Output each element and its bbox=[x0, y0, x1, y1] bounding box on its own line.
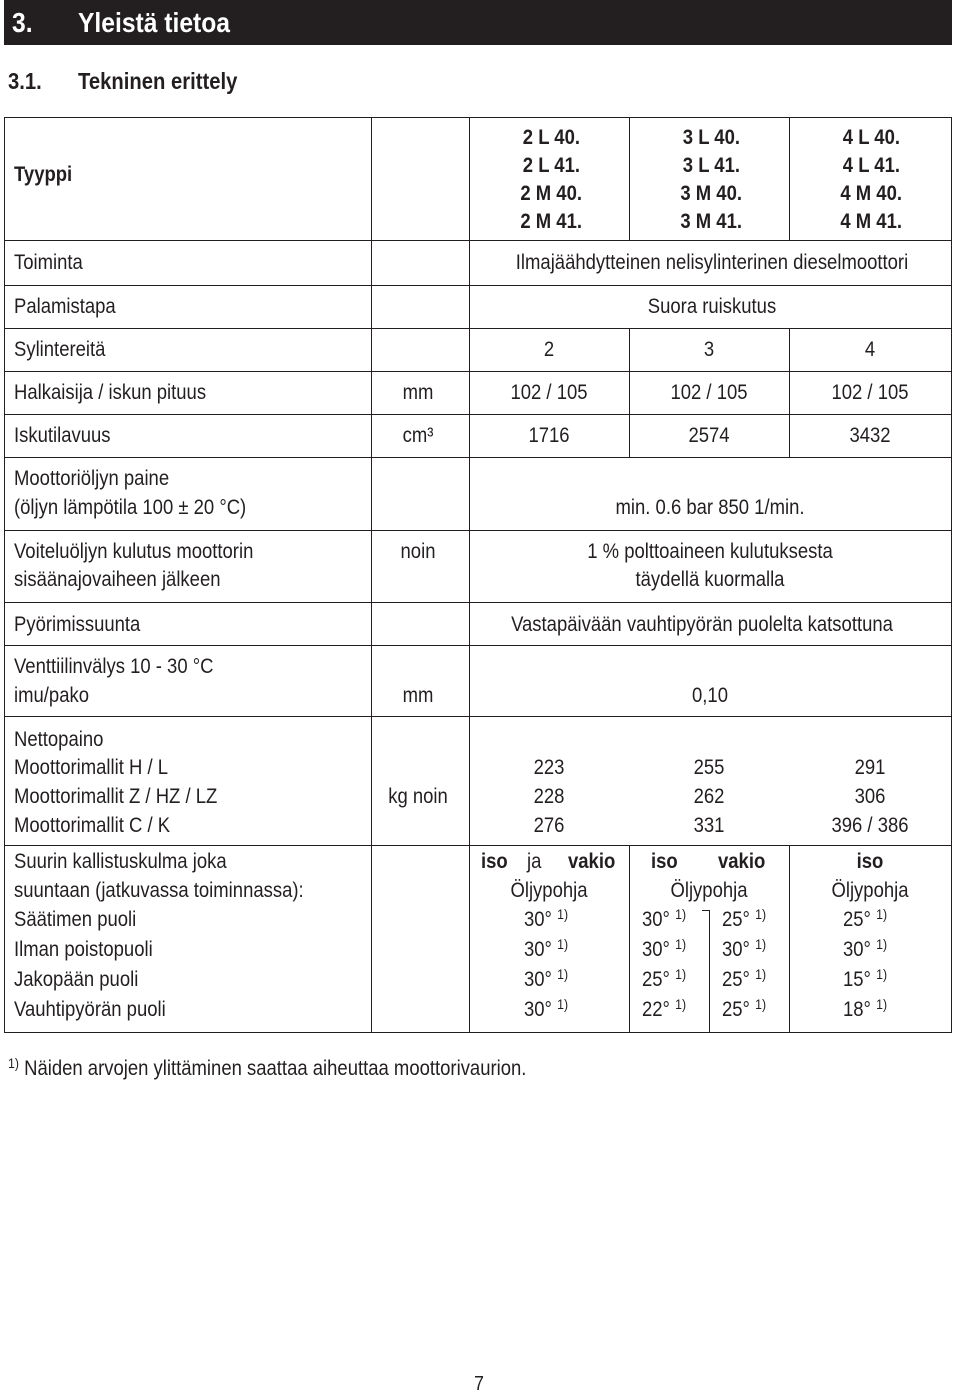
weight-hl-2: 223 bbox=[533, 756, 565, 779]
halkaisija-label: Halkaisija / iskun pituus bbox=[14, 381, 207, 404]
oljypohja-c2: Öljypohja bbox=[510, 879, 588, 902]
sylintereita-4: 4 bbox=[864, 338, 876, 361]
oljypohja-c3: Öljypohja bbox=[670, 879, 748, 902]
page-number: 7 bbox=[474, 1373, 484, 1395]
weight-z-4: 306 bbox=[854, 785, 886, 808]
voiteluoljy-label-1: Voiteluöljyn kulutus moottorin bbox=[14, 540, 254, 563]
nettopaino-label: Nettopaino bbox=[14, 728, 104, 751]
iskutilavuus-3: 2574 bbox=[688, 424, 730, 447]
weight-ck-2: 276 bbox=[533, 814, 565, 837]
voiteluoljy-value-2: täydellä kuormalla bbox=[635, 568, 785, 591]
tilt-value: 25° $^{1)}$ bbox=[722, 906, 767, 931]
oljynpaine-label-2: (öljyn lämpötila 100 ± 20 °C) bbox=[14, 496, 247, 519]
weight-ck-4: 396 / 386 bbox=[831, 814, 909, 837]
type-2cyl-3: 2 M 40. bbox=[520, 182, 582, 205]
halkaisija-3: 102 / 105 bbox=[670, 381, 748, 404]
type-4cyl-1: 4 L 40. bbox=[842, 126, 900, 149]
weight-z-3: 262 bbox=[693, 785, 725, 808]
halkaisija-2: 102 / 105 bbox=[510, 381, 588, 404]
tilt-header-c2-iso: iso bbox=[481, 850, 508, 873]
chapter-title: Yleistä tietoa bbox=[78, 7, 231, 38]
pyorimissuunta-label: Pyörimissuunta bbox=[14, 613, 141, 636]
kallistus-label-2: suuntaan (jatkuvassa toiminnassa): bbox=[14, 879, 304, 902]
oljynpaine-value: min. 0.6 bar 850 1/min. bbox=[615, 496, 805, 519]
kallistus-side-1: Säätimen puoli bbox=[14, 908, 137, 931]
tilt-value: 25° $^{1)}$ bbox=[722, 996, 767, 1021]
tilt-value: 30° $^{1)}$ bbox=[843, 936, 888, 961]
type-2cyl-4: 2 M 41. bbox=[520, 210, 582, 233]
type-3cyl-2: 3 L 41. bbox=[682, 154, 740, 177]
voiteluoljy-label-2: sisäänajovaiheen jälkeen bbox=[14, 568, 221, 591]
tilt-value: 25° $^{1)}$ bbox=[722, 966, 767, 991]
kallistus-side-3: Jakopään puoli bbox=[14, 968, 139, 991]
iskutilavuus-4: 3432 bbox=[849, 424, 891, 447]
venttiili-label-2: imu/pako bbox=[14, 684, 89, 707]
type-2cyl-1: 2 L 40. bbox=[522, 126, 580, 149]
nettopaino-model-2: Moottorimallit Z / HZ / LZ bbox=[14, 785, 218, 808]
tilt-value: 30° $^{1)}$ bbox=[642, 936, 687, 961]
kallistus-label-1: Suurin kallistuskulma joka bbox=[14, 850, 227, 873]
type-4cyl-4: 4 M 41. bbox=[840, 210, 902, 233]
weight-hl-3: 255 bbox=[693, 756, 725, 779]
tilt-value: 25° $^{1)}$ bbox=[642, 966, 687, 991]
chapter-number: 3. bbox=[12, 7, 33, 38]
sylintereita-label: Sylintereitä bbox=[14, 338, 106, 361]
weight-z-2: 228 bbox=[533, 785, 565, 808]
palamistapa-label: Palamistapa bbox=[14, 295, 116, 318]
footnote-mark: 1) bbox=[8, 1055, 19, 1071]
palamistapa-value: Suora ruiskutus bbox=[647, 295, 777, 318]
voiteluoljy-unit: noin bbox=[400, 540, 436, 563]
nettopaino-unit: kg noin bbox=[388, 785, 448, 808]
toiminta-value: Ilmajäähdytteinen nelisylinterinen dieselmoottori bbox=[515, 251, 909, 274]
pyorimissuunta-value: Vastapäivään vauhtipyörän puolelta katsottuna bbox=[511, 613, 893, 636]
nettopaino-model-3: Moottorimallit C / K bbox=[14, 814, 171, 837]
oljynpaine-label-1: Moottoriöljyn paine bbox=[14, 467, 170, 490]
venttiili-unit: mm bbox=[402, 684, 434, 707]
nettopaino-model-1: Moottorimallit H / L bbox=[14, 756, 169, 779]
tilt-value: 30° $^{1)}$ bbox=[524, 996, 569, 1021]
tilt-value: 18° $^{1)}$ bbox=[843, 996, 888, 1021]
tilt-value: 22° $^{1)}$ bbox=[642, 996, 687, 1021]
iskutilavuus-unit: cm³ bbox=[402, 424, 434, 447]
footnote bbox=[8, 1055, 526, 1083]
halkaisija-4: 102 / 105 bbox=[831, 381, 909, 404]
toiminta-label: Toiminta bbox=[14, 251, 83, 274]
kallistus-side-4: Vauhtipyörän puoli bbox=[14, 998, 166, 1021]
weight-ck-3: 331 bbox=[693, 814, 725, 837]
sylintereita-2: 2 bbox=[543, 338, 555, 361]
type-4cyl-3: 4 M 40. bbox=[840, 182, 902, 205]
type-4cyl-2: 4 L 41. bbox=[842, 154, 900, 177]
section-number: 3.1. bbox=[8, 68, 42, 94]
tilt-header-c2-ja: ja bbox=[527, 850, 542, 873]
type-2cyl-2: 2 L 41. bbox=[522, 154, 580, 177]
type-label: Tyyppi bbox=[14, 163, 73, 186]
iskutilavuus-2: 1716 bbox=[528, 424, 570, 447]
tilt-value: 30° $^{1)}$ bbox=[524, 966, 569, 991]
voiteluoljy-value-1: 1 % polttoaineen kulutuksesta bbox=[587, 540, 833, 563]
type-3cyl-1: 3 L 40. bbox=[682, 126, 740, 149]
tilt-value: 25° $^{1)}$ bbox=[843, 906, 888, 931]
venttiili-label-1: Venttiilinvälys 10 - 30 °C bbox=[14, 655, 214, 678]
tilt-value: 30° $^{1)}$ bbox=[722, 936, 767, 961]
venttiili-value: 0,10 bbox=[692, 684, 728, 707]
sylintereita-3: 3 bbox=[703, 338, 715, 361]
tilt-value: 15° $^{1)}$ bbox=[843, 966, 888, 991]
tilt-value: 30° $^{1)}$ bbox=[524, 906, 569, 931]
tilt-header-c2-vakio: vakio bbox=[568, 850, 616, 873]
weight-hl-4: 291 bbox=[854, 756, 886, 779]
tilt-value: 30° $^{1)}$ bbox=[642, 906, 687, 931]
halkaisija-unit: mm bbox=[402, 381, 434, 404]
footnote-text: Näiden arvojen ylittäminen saattaa aiheuttaa moottorivaurion. bbox=[24, 1057, 527, 1080]
tilt-header-c3-iso: iso bbox=[651, 850, 678, 873]
iskutilavuus-label: Iskutilavuus bbox=[14, 424, 111, 447]
tilt-value: 30° $^{1)}$ bbox=[524, 936, 569, 961]
tilt-header-c3-vakio: vakio bbox=[718, 850, 766, 873]
oljypohja-c4: Öljypohja bbox=[831, 879, 909, 902]
section-title: Tekninen erittely bbox=[78, 68, 238, 94]
type-3cyl-3: 3 M 40. bbox=[680, 182, 742, 205]
type-3cyl-4: 3 M 41. bbox=[680, 210, 742, 233]
kallistus-side-2: Ilman poistopuoli bbox=[14, 938, 153, 961]
tilt-header-c4-iso: iso bbox=[856, 850, 884, 873]
